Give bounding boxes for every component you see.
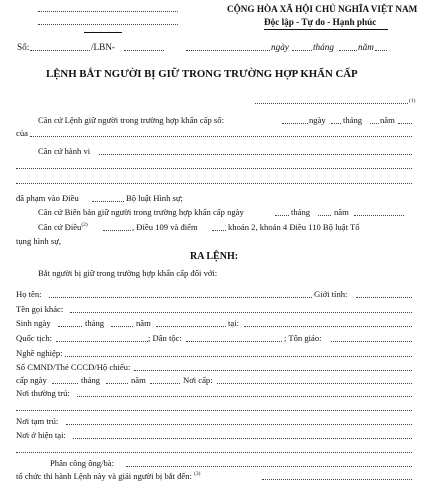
- basis-line2-fill: [30, 136, 412, 137]
- basis-line1-nam: năm: [380, 115, 395, 125]
- note1-line: [255, 103, 408, 104]
- basis-line6-b: , Điều 109 và điểm: [132, 222, 198, 232]
- field-sinh-month: [111, 326, 133, 327]
- label-sinh-ngay: Sinh ngày: [16, 318, 51, 328]
- document-title: LỆNH BẮT NGƯỜI BỊ GIỮ TRONG TRƯỜNG HỢP KHẨN CẤP: [46, 68, 358, 80]
- label-ton-giao: ; Tôn giáo:: [284, 333, 322, 343]
- so-number-line: [30, 50, 90, 51]
- field-ten-goi-khac: [70, 312, 412, 313]
- agency-underline: [84, 32, 122, 33]
- date-nam: năm: [358, 42, 374, 52]
- motto-underline: [264, 29, 388, 30]
- field-gioi-tinh: [356, 297, 412, 298]
- basis-line5-a: Căn cứ Biên bản giữ người trong trường hợp khẩn cấp ngày: [38, 207, 244, 217]
- label-tai: tại:: [228, 318, 239, 328]
- basis-line1-month: [370, 123, 379, 124]
- basis-line2: của: [16, 128, 28, 138]
- date-thang: tháng: [313, 42, 334, 52]
- field-noi-o-hien-tai: [73, 438, 412, 439]
- label-noi-cap: Nơi cấp:: [183, 375, 213, 385]
- so-code-line: [124, 50, 164, 51]
- date-month-line: [339, 50, 357, 51]
- basis-line1-no: [282, 123, 308, 124]
- basis-line1-thang: tháng: [343, 115, 363, 125]
- basis-line5-day: [275, 215, 289, 216]
- basis-line6-c: khoản 2, khoản 4 Điều 110 Bộ luật Tố: [228, 222, 360, 232]
- label-cap-thang: tháng: [81, 375, 101, 385]
- label-dan-toc: ; Dân tộc:: [148, 333, 182, 343]
- label-to-chuc-text: tổ chức thi hành Lệnh này và giải người bị bắt đến:: [16, 471, 192, 481]
- field-noi-tam-tru: [66, 424, 412, 425]
- field-dan-toc: [186, 341, 282, 342]
- basis-line6-sup: (2): [81, 222, 88, 229]
- basis-line6-label: Căn cứ Điều: [38, 222, 82, 232]
- field-ho-ten: [49, 297, 312, 298]
- basis-line7: tụng hình sự,: [16, 236, 62, 246]
- label-quoc-tich: Quốc tịch:: [16, 333, 53, 343]
- field-so-cmnd: [134, 370, 412, 371]
- basis-line4-a: đã phạm vào Điều: [16, 193, 79, 203]
- basis-fill-a: [16, 168, 412, 169]
- label-to-chuc: [16, 472, 200, 481]
- label-phan-cong: Phân công ông/bà:: [50, 458, 114, 468]
- field-cap-year: [150, 383, 180, 384]
- basis-line5-nam: năm: [334, 207, 349, 217]
- order-intro: Bắt người bị giữ trong trường hợp khẩn cấp đối với:: [38, 268, 218, 278]
- note1-marker: (1): [409, 98, 416, 104]
- label-noi-thuong-tru: Nơi thường trú:: [16, 388, 70, 398]
- basis-line4-b: Bộ luật Hình sự;: [126, 193, 183, 203]
- field-quoc-tich: [56, 341, 148, 342]
- basis-line5-year: [354, 215, 404, 216]
- label-nghe-nghiep: Nghề nghiệp:: [16, 348, 63, 358]
- basis-line1-year: [398, 123, 412, 124]
- agency-name-line: [38, 11, 178, 12]
- basis-line4-article: [92, 201, 124, 202]
- country-name: CỘNG HÒA XÃ HỘI CHỦ NGHĨA VIỆT NAM: [227, 4, 418, 14]
- label-noi-tam-tru: Nơi tạm trú:: [16, 416, 59, 426]
- label-noi-o-hien-tai: Nơi ở hiện tại:: [16, 430, 66, 440]
- basis-line6-point: [212, 230, 226, 231]
- field-noi-thuong-tru-2: [16, 410, 412, 411]
- date-year-line: [375, 50, 387, 51]
- basis-line6-article: [103, 230, 131, 231]
- label-ten-goi-khac: Tên gọi khác:: [16, 304, 64, 314]
- basis-line1-a: Căn cứ Lệnh giữ người trong trường hợp khẩn cấp số:: [38, 115, 224, 125]
- order-heading: RA LỆNH:: [190, 251, 239, 262]
- field-cap-month: [106, 383, 128, 384]
- label-sinh-thang: tháng: [85, 318, 105, 328]
- agency-name-line-2: [38, 24, 178, 25]
- label-to-chuc-sup: (3): [194, 471, 201, 478]
- basis-line3: Căn cứ hành vi: [38, 146, 91, 156]
- label-gioi-tinh: Giới tính:: [314, 289, 348, 299]
- basis-line6-a: [38, 223, 88, 232]
- so-label: Số:: [17, 42, 30, 52]
- basis-fill-b: [16, 183, 412, 184]
- basis-line5-month: [318, 215, 331, 216]
- field-ton-giao: [331, 341, 412, 342]
- motto: Độc lập - Tự do - Hạnh phúc: [264, 17, 377, 27]
- label-cap-ngay: cấp ngày: [16, 375, 47, 385]
- label-cap-nam: năm: [131, 375, 146, 385]
- field-cap-day: [52, 383, 78, 384]
- field-to-chuc: [262, 479, 412, 480]
- field-phan-cong: [126, 466, 412, 467]
- date-ngay: ngày: [271, 42, 289, 52]
- label-so-cmnd: Số CMND/Thẻ CCCD/Hộ chiếu:: [16, 362, 131, 372]
- field-noi-o-hien-tai-2: [16, 452, 412, 453]
- field-nghe-nghiep: [65, 356, 412, 357]
- label-ho-ten: Họ tên:: [16, 289, 42, 299]
- basis-line3-fill: [99, 154, 412, 155]
- field-sinh-day: [58, 326, 82, 327]
- field-noi-cap: [217, 383, 412, 384]
- so-suffix: /LBN-: [91, 42, 115, 52]
- field-noi-thuong-tru: [77, 396, 412, 397]
- basis-line1-ngay: ngày: [309, 115, 326, 125]
- date-day-line: [292, 50, 312, 51]
- basis-line1-day: [331, 123, 341, 124]
- field-sinh-year: [156, 326, 226, 327]
- basis-line5-thang: tháng: [291, 207, 311, 217]
- label-sinh-nam: năm: [136, 318, 151, 328]
- place-line: [186, 50, 270, 51]
- field-tai: [244, 326, 412, 327]
